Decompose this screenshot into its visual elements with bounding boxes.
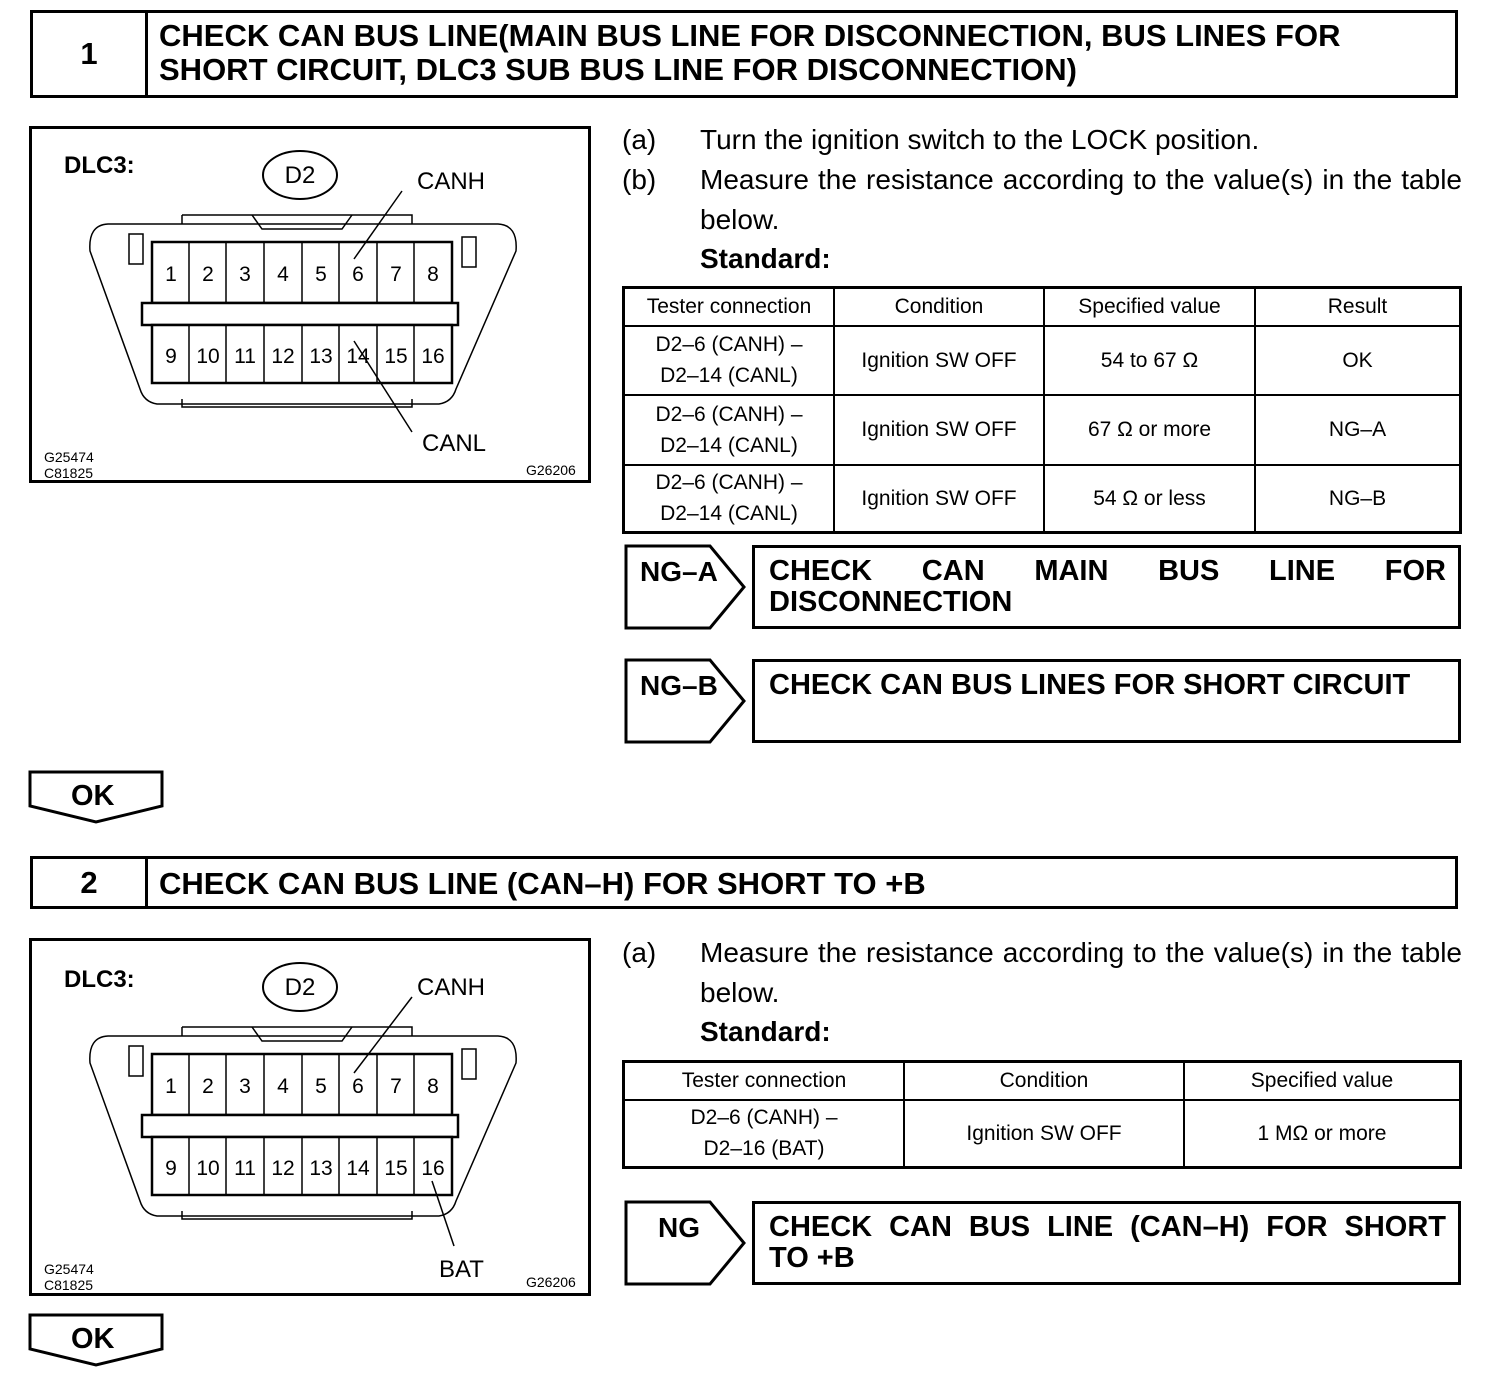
table-row	[624, 326, 1461, 395]
connection-line-2: D2–14 (CANL)	[660, 502, 798, 526]
connector-key-notch	[252, 1027, 352, 1041]
instruction-text: Measure the resistance according to the value(s) in the table below.	[700, 937, 1462, 1008]
table-header: Tester connection	[624, 1062, 905, 1100]
table-header: Tester connection	[624, 288, 835, 326]
ng-action-box	[752, 1201, 1461, 1285]
dlc-label: DLC3:	[64, 152, 135, 179]
pin-15: 15	[384, 1157, 408, 1180]
pin-14: 14	[346, 345, 370, 368]
table-row	[624, 1100, 1461, 1168]
instruction-text: Measure the resistance according to the value(s) in the table below.	[700, 164, 1462, 235]
pin-6: 6	[352, 263, 364, 286]
ng-b-action-line-1: CHECK CAN BUS LINES FOR SHORT CIRCUIT	[769, 669, 1411, 701]
pin-8: 8	[427, 1075, 439, 1098]
pin-2: 2	[202, 1075, 214, 1098]
figure-code-c: G26206	[526, 462, 576, 478]
specified-value-cell: 54 Ω or less	[1044, 465, 1255, 533]
step-title	[159, 867, 1441, 901]
connector-key-notch	[252, 215, 352, 229]
table-header: Condition	[904, 1062, 1184, 1100]
dlc3-diagram	[29, 126, 591, 483]
spec-table	[622, 286, 1462, 534]
step-2-header	[30, 856, 1458, 909]
standard-label: Standard:	[700, 243, 831, 274]
pin-14: 14	[346, 1157, 370, 1180]
figure-code-a: G25474	[44, 449, 94, 465]
dlc-label: DLC3:	[64, 966, 135, 993]
pin-13: 13	[309, 345, 333, 368]
latch-left	[129, 1046, 143, 1076]
table-header: Specified value	[1184, 1062, 1461, 1100]
condition-cell: Ignition SW OFF	[834, 395, 1044, 465]
connection-line-1: D2–6 (CANH) –	[655, 471, 803, 495]
ok-label: OK	[71, 1323, 115, 1355]
pin-10: 10	[196, 345, 220, 368]
figure-code-b: C81825	[44, 465, 94, 480]
dlc3-connector-drawing	[32, 129, 588, 480]
step-number: 1	[33, 13, 148, 95]
tester-connection-cell	[624, 326, 835, 395]
ok-label: OK	[71, 780, 115, 812]
pin-2: 2	[202, 263, 214, 286]
result-cell: NG–A	[1255, 395, 1461, 465]
connector-center-bar	[142, 303, 458, 325]
pin-11: 11	[234, 345, 256, 368]
pin-10: 10	[196, 1157, 220, 1180]
ng-b-action-box	[752, 659, 1461, 743]
table-header: Result	[1255, 288, 1461, 326]
ng-action-line-2: TO +B	[769, 1242, 855, 1274]
condition-cell: Ignition SW OFF	[834, 465, 1044, 533]
connection-line-2: D2–14 (CANL)	[660, 364, 798, 387]
pin-4: 4	[277, 263, 289, 286]
instruction-text: Turn the ignition switch to the LOCK position.	[700, 124, 1260, 155]
result-cell: NG–B	[1255, 465, 1461, 533]
pin-12: 12	[271, 345, 295, 368]
pin-16: 16	[421, 345, 445, 368]
tester-connection-cell	[624, 1100, 905, 1168]
connector-center-bar	[142, 1115, 458, 1137]
pin-9: 9	[165, 345, 177, 368]
connector-key-top	[182, 215, 412, 224]
table-row	[624, 395, 1461, 465]
connection-line-2: D2–16 (BAT)	[703, 1137, 825, 1161]
pin-3: 3	[239, 263, 251, 286]
ng-action-line-1: CHECK CAN BUS LINE (CAN–H) FOR SHORT	[769, 1211, 1446, 1243]
step-number: 2	[33, 859, 148, 906]
ng-b-label: NG–B	[640, 670, 718, 701]
pin-15: 15	[384, 345, 408, 368]
pin-13: 13	[309, 1157, 333, 1180]
step-title-line-1: CHECK CAN BUS LINE(MAIN BUS LINE FOR DISCONNECTION, BUS LINES FOR	[159, 18, 1341, 53]
signal-canh-label: CANH	[417, 974, 486, 1001]
condition-cell: Ignition SW OFF	[834, 326, 1044, 395]
condition-cell: Ignition SW OFF	[904, 1100, 1184, 1168]
step-1-header	[30, 10, 1458, 98]
table-header-row	[624, 288, 1461, 326]
latch-right	[462, 1049, 476, 1079]
pin-11: 11	[234, 1157, 256, 1180]
pin-9: 9	[165, 1157, 177, 1180]
standard-label: Standard:	[700, 1016, 831, 1047]
pin-7: 7	[390, 263, 402, 286]
instruction-letter: (b)	[622, 164, 657, 195]
connection-line-1: D2–6 (CANH) –	[655, 402, 803, 426]
specified-value-cell: 54 to 67 Ω	[1044, 326, 1255, 395]
ng-a-action-line-1: CHECK CAN MAIN BUS LINE FOR	[769, 555, 1446, 587]
connector-key-bottom	[182, 399, 412, 407]
tester-connection-cell	[624, 465, 835, 533]
ng-label: NG	[658, 1212, 700, 1243]
pin-3: 3	[239, 1075, 251, 1098]
instruction-a	[622, 120, 1462, 160]
table-header-row	[624, 1062, 1461, 1100]
specified-value-cell: 67 Ω or more	[1044, 395, 1255, 465]
instruction-letter: (a)	[622, 937, 657, 968]
dlc3-connector-drawing	[32, 941, 588, 1293]
pin-8: 8	[427, 263, 439, 286]
table-row	[624, 465, 1461, 533]
pin-16: 16	[421, 1157, 445, 1180]
pin-4: 4	[277, 1075, 289, 1098]
pin-1: 1	[165, 1075, 177, 1098]
instruction-a	[622, 933, 1462, 1013]
signal-bat-label: BAT	[439, 1256, 484, 1283]
step-title	[159, 19, 1441, 87]
spec-table	[622, 1060, 1462, 1169]
ng-a-label: NG–A	[640, 556, 718, 587]
latch-right	[462, 237, 476, 267]
result-cell: OK	[1255, 326, 1461, 395]
figure-code-a: G25474	[44, 1261, 94, 1277]
instruction-letter: (a)	[622, 124, 657, 155]
connection-line-1: D2–6 (CANH) –	[655, 333, 803, 356]
instruction-b	[622, 160, 1462, 240]
signal-canh-label: CANH	[417, 168, 486, 195]
tester-connection-cell	[624, 395, 835, 465]
ng-a-action-box	[752, 545, 1461, 629]
table-header: Specified value	[1044, 288, 1255, 326]
connector-id: D2	[284, 974, 316, 1001]
table-header: Condition	[834, 288, 1044, 326]
pin-6: 6	[352, 1075, 364, 1098]
connection-line-1: D2–6 (CANH) –	[690, 1106, 838, 1130]
pin-12: 12	[271, 1157, 295, 1180]
pin-7: 7	[390, 1075, 402, 1098]
step-title-line-2: SHORT CIRCUIT, DLC3 SUB BUS LINE FOR DISCONNECTION)	[159, 52, 1077, 87]
pin-1: 1	[165, 263, 177, 286]
step-title-line-1: CHECK CAN BUS LINE (CAN–H) FOR SHORT TO +B	[159, 866, 926, 901]
dlc3-diagram	[29, 938, 591, 1296]
signal-canl-label: CANL	[422, 430, 487, 457]
connector-id: D2	[284, 162, 316, 189]
pin-5: 5	[315, 1075, 327, 1098]
connection-line-2: D2–14 (CANL)	[660, 433, 798, 457]
latch-left	[129, 234, 143, 264]
figure-code-b: C81825	[44, 1277, 94, 1293]
figure-code-c: G26206	[526, 1274, 576, 1290]
connector-key-top	[182, 1027, 412, 1036]
specified-value-cell: 1 MΩ or more	[1184, 1100, 1461, 1168]
ng-a-action-line-2: DISCONNECTION	[769, 586, 1013, 618]
pin-5: 5	[315, 263, 327, 286]
connector-key-bottom	[182, 1211, 412, 1219]
